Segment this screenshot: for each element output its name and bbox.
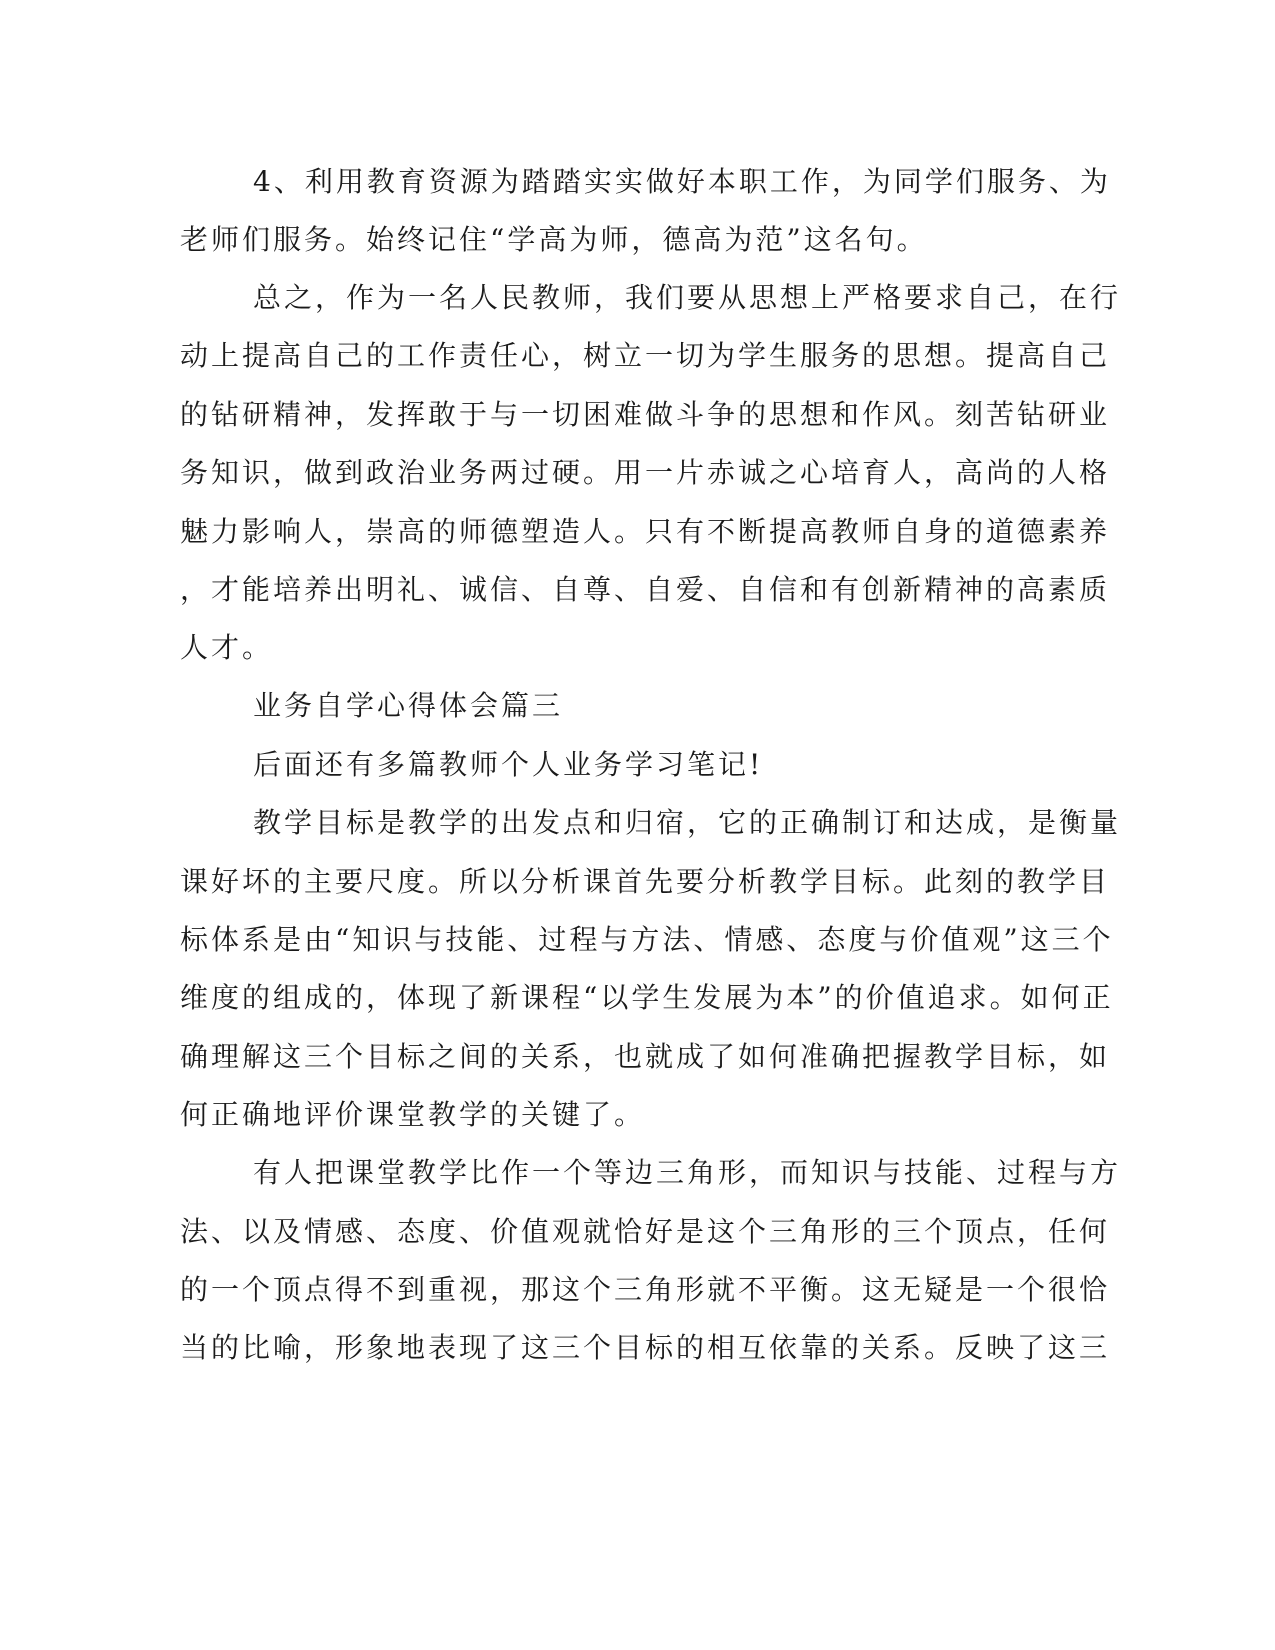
text-line: 确理解这三个目标之间的关系，也就成了如何准确把握教学目标，如: [180, 1040, 1111, 1073]
text-line: 维度的组成的，体现了新课程“以学生发展为本”的价值追求。如何正: [180, 981, 1114, 1014]
text-line: ，才能培养出明礼、诚信、自尊、自爱、自信和有创新精神的高素质: [180, 573, 1111, 606]
text-line: 何正确地评价课堂教学的关键了。: [180, 1098, 646, 1131]
text-line: 老师们服务。始终记住“学高为师，德高为范”这名句。: [180, 223, 928, 256]
text-line: 4、利用教育资源为踏踏实实做好本职工作，为同学们服务、为: [253, 165, 1111, 198]
text-line: 的钻研精神，发挥敢于与一切困难做斗争的思想和作风。刻苦钻研业: [180, 398, 1111, 431]
text-line: 标体系是由“知识与技能、过程与方法、情感、态度与价值观”这三个: [180, 923, 1114, 956]
text-line: 后面还有多篇教师个人业务学习笔记!: [253, 748, 764, 781]
text-line: 法、以及情感、态度、价值观就恰好是这个三角形的三个顶点，任何: [180, 1215, 1111, 1248]
section-heading: 业务自学心得体会篇三: [253, 689, 564, 722]
text-line: 课好坏的主要尺度。所以分析课首先要分析教学目标。此刻的教学目: [180, 865, 1111, 898]
text-line: 教学目标是教学的出发点和归宿，它的正确制订和达成，是衡量: [253, 806, 1122, 839]
text-line: 务知识，做到政治业务两过硬。用一片赤诚之心培育人，高尚的人格: [180, 456, 1111, 489]
text-line: 有人把课堂教学比作一个等边三角形，而知识与技能、过程与方: [253, 1156, 1122, 1189]
text-line: 总之，作为一名人民教师，我们要从思想上严格要求自己，在行: [253, 281, 1122, 314]
text-line: 的一个顶点得不到重视，那这个三角形就不平衡。这无疑是一个很恰: [180, 1273, 1111, 1306]
text-line: 动上提高自己的工作责任心，树立一切为学生服务的思想。提高自己: [180, 339, 1111, 372]
text-line: 人才。: [180, 631, 274, 664]
text-line: 魅力影响人，崇高的师德塑造人。只有不断提高教师自身的道德素养: [180, 515, 1111, 548]
text-line: 当的比喻，形象地表现了这三个目标的相互依靠的关系。反映了这三: [180, 1331, 1111, 1364]
